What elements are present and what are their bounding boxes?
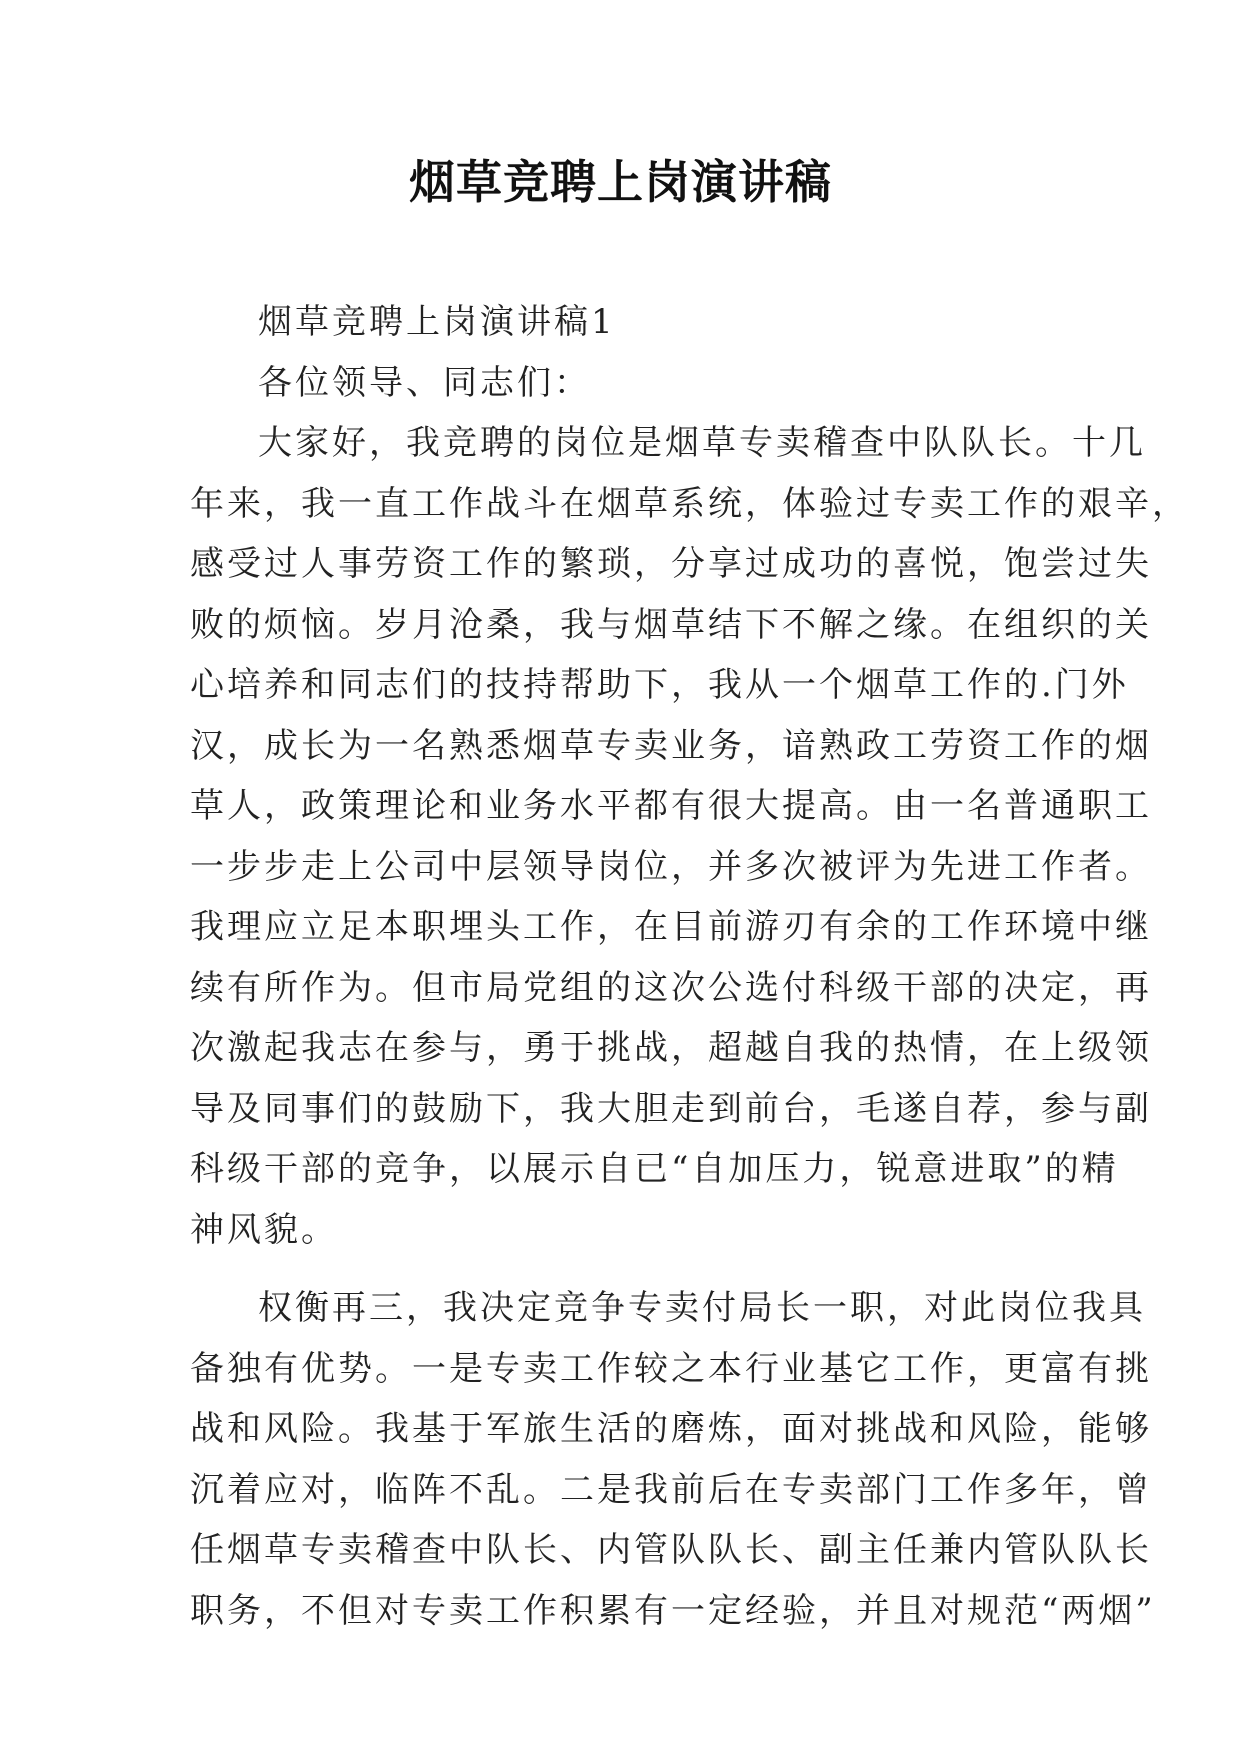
paragraph-1-line: 续有所作为。但市局党组的这次公选付科级干部的决定，再 [190, 967, 1152, 1008]
paragraph-1-line: 心培养和同志们的技持帮助下，我从一个烟草工作的.门外 [190, 665, 1129, 705]
paragraph-2-line: 权衡再三，我决定竞争专卖付局长一职，对此岗位我具 [258, 1288, 1146, 1328]
paragraph-gap [190, 1260, 1060, 1278]
paragraph-1-line: 次激起我志在参与，勇于挑战，超越自我的热情，在上级领 [190, 1028, 1152, 1068]
paragraph-1-line: 一步步走上公司中层领导岗位，并多次被评为先进工作者。 [190, 846, 1152, 887]
document-title: 烟草竞聘上岗演讲稿 [409, 155, 832, 209]
paragraph-2-line: 战和风险。我基于军旅生活的磨炼，面对挑战和风险，能够 [190, 1409, 1152, 1449]
paragraph-1-line: 败的烦恼。岁月沧桑，我与烟草结下不解之缘。在组织的关 [190, 604, 1152, 645]
paragraph-1-line: 草人，政策理论和业务水平都有很大提高。由一名普通职工 [190, 786, 1152, 826]
paragraph-2-line: 职务，不但对专卖工作积累有一定经验，并且对规范“两烟” [190, 1590, 1156, 1631]
subheading-line: 烟草竞聘上岗演讲稿1 [258, 302, 616, 342]
paragraph-1-line: 神风貌。 [190, 1209, 338, 1250]
paragraph-1-line: 年来，我一直工作战斗在烟草系统，体验过专卖工作的艰辛， [190, 483, 1189, 524]
paragraph-1-line: 感受过人事劳资工作的繁琐，分享过成功的喜悦，饱尝过失 [190, 544, 1152, 584]
paragraph-2-line: 备独有优势。一是专卖工作较之本行业基它工作，更富有挑 [190, 1348, 1152, 1389]
paragraph-1-line: 科级干部的竞争，以展示自已“自加压力，锐意进取”的精 [190, 1149, 1119, 1189]
salutation-line: 各位领导、同志们： [258, 362, 591, 403]
paragraph-1-line: 汉，成长为一名熟悉烟草专卖业务，谙熟政工劳资工作的烟 [190, 725, 1152, 766]
paragraph-1-line: 导及同事们的鼓励下，我大胆走到前台，毛遂自荐，参与副 [190, 1088, 1152, 1129]
document-body [190, 292, 1189, 1641]
paragraph-1-line: 大家好，我竞聘的岗位是烟草专卖稽查中队队长。十几 [258, 423, 1146, 463]
paragraph-2-line: 任烟草专卖稽查中队长、内管队队长、副主任兼内管队队长 [190, 1530, 1152, 1570]
paragraph-2-line: 沉着应对，临阵不乱。二是我前后在专卖部门工作多年，曾 [190, 1469, 1152, 1510]
paragraph-1-line: 我理应立足本职埋头工作，在目前游刃有余的工作环境中继 [190, 907, 1152, 947]
